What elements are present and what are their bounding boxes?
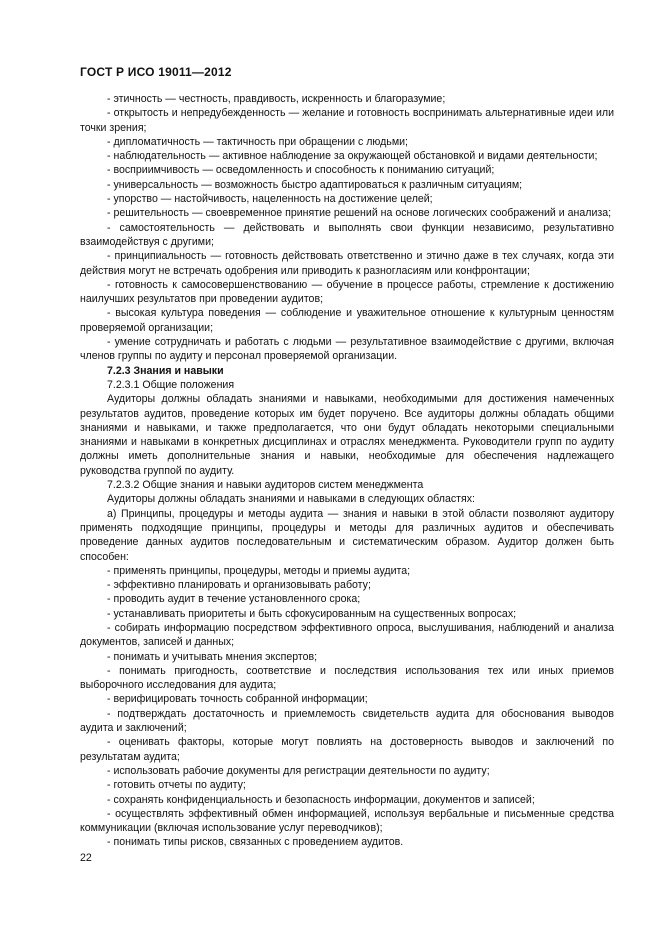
paragraph: Аудиторы должны обладать знаниями и навыками в следующих областях: [107, 493, 475, 506]
list-item: - самостоятельность — действовать и выполнять свои функции независимо, результативно взаимодействуя с другими; [80, 221, 614, 248]
section-heading: 7.2.3 Знания и навыки [107, 364, 224, 377]
list-item: - решительность — своевременное принятие решений на основе логических соображений и анализа; [107, 207, 612, 220]
list-item: - этичность — честность, правдивость, искренность и благоразумие; [107, 93, 446, 105]
list-item: - использовать рабочие документы для регистрации деятельности по аудиту; [107, 764, 490, 777]
list-item: - проводить аудит в течение установленного срока; [107, 593, 361, 606]
list-item: - оценивать факторы, которые могут повлиять на достоверность выводов и заключений по результатам аудита; [80, 736, 614, 763]
list-item: - понимать типы рисков, связанных с проведением аудитов. [107, 836, 404, 849]
list-item: - высокая культура поведения — соблюдение и уважительное отношение к культурным ценностям проверяемой организации; [80, 307, 614, 334]
list-item: - готовить отчеты по аудиту; [107, 779, 246, 792]
list-item: - готовность к самосовершенствованию — обучение в процессе работы, стремление к достижению наилучших результатов при проведении аудитов; [80, 278, 614, 306]
list-item: - применять принципы, процедуры, методы и приемы аудита; [107, 564, 411, 577]
list-item: - осуществлять эффективный обмен информацией, используя вербальные и письменные средства коммуникации (включая использование услуг переводчиков); [80, 807, 614, 835]
list-item: - собирать информацию посредством эффективного опроса, выслушивания, наблюдений и анализа документов, записей и данных; [80, 621, 614, 649]
list-item: - открытость и непредубежденность — желание и готовность воспринимать альтернативные идеи или точки зрения; [80, 107, 614, 134]
list-item: - дипломатичность — тактичность при обращении с людьми; [107, 135, 408, 148]
list-item: - принципиальность — готовность действовать ответственно и этично даже в тех случаях, когда эти действия могут не встречать одобрения или приводить к разногласиям или конфронтации; [80, 250, 614, 277]
document-body [80, 92, 614, 850]
document-header: ГОСТ Р ИСО 19011—2012 [80, 65, 232, 79]
subsection-heading: 7.2.3.1 Общие положения [107, 378, 235, 391]
paragraph: а) Принципы, процедуры и методы аудита — знания и навыки в этой области позволяют аудитору применять подходящие принципы, процедуры и методы для различных аудитов и обеспечивать проведение данных аудитов последовательным и систематическим образом. Аудитор должен быть способен: [80, 507, 614, 563]
list-item: - подтверждать достаточность и приемлемость свидетельств аудита для обоснования выводов аудита и заключений; [80, 707, 614, 735]
list-item: - верифицировать точность собранной информации; [107, 693, 368, 706]
page-number: 22 [80, 852, 92, 864]
list-item: - восприимчивость — осведомленность и способность к пониманию ситуаций; [107, 164, 495, 177]
subsection-heading: 7.2.3.2 Общие знания и навыки аудиторов систем менеджмента [107, 479, 424, 492]
list-item: - умение сотрудничать и работать с людьми — результативное взаимодействие с другими, включая членов группы по аудиту и персонал проверяемой организации. [80, 336, 614, 363]
list-item: - понимать и учитывать мнения экспертов; [107, 650, 318, 663]
list-item: - понимать пригодность, соответствие и последствия использования тех или иных приемов выборочного исследования для аудита; [80, 664, 614, 692]
list-item: - эффективно планировать и организовывать работу; [107, 579, 371, 592]
list-item: - устанавливать приоритеты и быть сфокусированным на существенных вопросах; [107, 607, 517, 620]
list-item: - сохранять конфиденциальность и безопасность информации, документов и записей; [107, 793, 535, 806]
list-item: - наблюдательность — активное наблюдение за окружающей обстановкой и видами деятельности; [107, 150, 598, 163]
list-item: - упорство — настойчивость, нацеленность на достижение целей; [107, 193, 433, 206]
list-item: - универсальность — возможность быстро адаптироваться к различным ситуациям; [107, 178, 523, 191]
paragraph: Аудиторы должны обладать знаниями и навыками, необходимыми для достижения намеченных результатов аудитов, проведение которых им будет поручено. Все аудиторы должны обладать общими знаниями и навыками, и также предполагается, что они будут обладать некоторыми специальными знаниями и навыками в конкретных дисциплинах и отраслях менеджмента. Руководители групп по аудиту должны иметь дополнительные знания и навыки, необходимые для обеспечения надлежащего руководства группой по аудиту. [80, 393, 614, 477]
